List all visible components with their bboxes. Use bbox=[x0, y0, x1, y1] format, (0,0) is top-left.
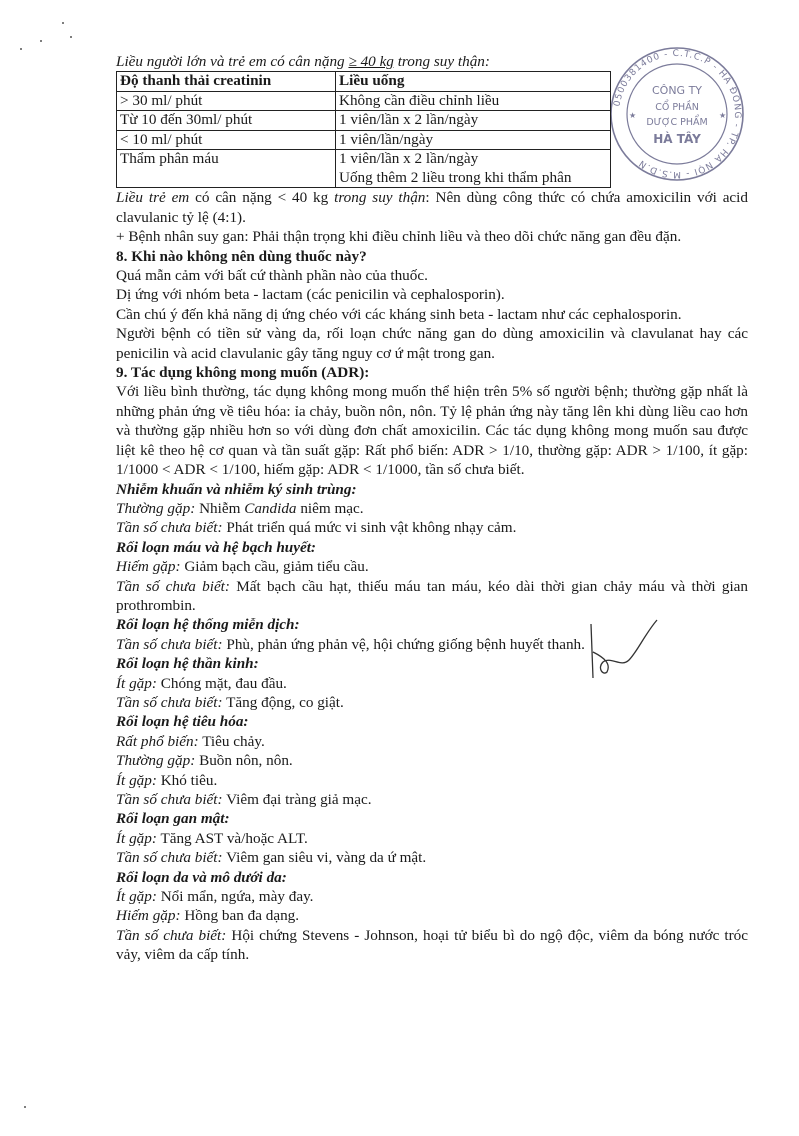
item-text: Viêm gan siêu vi, vàng da ứ mật. bbox=[222, 849, 427, 867]
group-title: Rối loạn gan mật: bbox=[116, 810, 230, 828]
document-body bbox=[116, 52, 748, 965]
stamp-line3: DƯỢC PHẨM bbox=[646, 117, 708, 128]
group-item bbox=[116, 557, 748, 576]
item-text: Tăng AST và/hoặc ALT. bbox=[156, 829, 308, 847]
table-cell: < 10 ml/ phút bbox=[117, 130, 336, 150]
stamp-line1: CÔNG TY bbox=[651, 84, 703, 97]
table-cell-line: Uống thêm 2 liều trong khi thẩm phân bbox=[339, 168, 572, 186]
group-item bbox=[116, 790, 748, 809]
frequency-label: Tần số chưa biết: bbox=[116, 577, 230, 595]
frequency-label: Rất phổ biến: bbox=[116, 732, 199, 750]
item-text: Mất bạch cầu hạt, thiếu máu tan máu, kéo dài thời gian chảy máu và thời gian prothrombin. bbox=[116, 577, 748, 614]
section-8-paragraph: Quá mẫn cảm với bất cứ thành phần nào của thuốc. bbox=[116, 267, 428, 285]
section-8-paragraph: Dị ứng với nhóm beta - lactam (các penicilin và cephalosporin). bbox=[116, 286, 505, 304]
group-item bbox=[116, 848, 748, 867]
item-text: Viêm đại tràng giả mạc. bbox=[222, 791, 372, 808]
intro-text: Liều người lớn và trẻ em có cân nặng bbox=[116, 53, 349, 70]
item-text: Tiêu chảy. bbox=[198, 732, 265, 750]
table-row bbox=[117, 150, 611, 188]
frequency-label: Tần số chưa biết: bbox=[116, 791, 223, 808]
item-text: Hội chứng Stevens - Johnson, hoại tử biểu bì do ngộ độc, viêm da bóng nước tróc vảy, viêm da cấp tính. bbox=[116, 926, 748, 964]
item-text: Phù, phản ứng phản vệ, hội chứng giống bệnh huyết thanh. bbox=[222, 635, 585, 653]
item-text: Hồng ban đa dạng. bbox=[180, 907, 300, 925]
table-row bbox=[117, 111, 611, 131]
stamp-ring-text: 0500381400 - C.T.C.P - HÀ ĐÔNG - TP. HÀ NỘI - M.S.D.N bbox=[612, 48, 743, 180]
group-item bbox=[116, 577, 748, 616]
table-header-row bbox=[117, 72, 611, 92]
item-text-italic: Candida bbox=[244, 499, 297, 517]
frequency-label: Ít gặp: bbox=[116, 771, 157, 789]
group-title: Rối loạn da và mô dưới da: bbox=[116, 868, 287, 886]
svg-text:★: ★ bbox=[629, 111, 637, 120]
section-9-heading: 9. Tác dụng không mong muốn (ADR): bbox=[116, 364, 370, 382]
group-item bbox=[116, 693, 748, 712]
group-title: Rối loạn máu và hệ bạch huyết: bbox=[116, 538, 316, 556]
svg-text:★: ★ bbox=[719, 111, 727, 120]
group-item bbox=[116, 829, 748, 848]
frequency-label: Hiếm gặp: bbox=[116, 558, 181, 576]
intro-weight: ≥ 40 kg bbox=[348, 53, 394, 70]
frequency-label: Ít gặp: bbox=[116, 888, 157, 906]
group-title: Rối loạn hệ tiêu hóa: bbox=[116, 713, 249, 731]
group-item bbox=[116, 499, 748, 518]
group-item bbox=[116, 751, 748, 770]
section-9-intro: Với liều bình thường, tác dụng không mong muốn thể hiện trên 5% số người bệnh; thường gặp nhất là những phản ứng về tiêu hóa: ỉa chảy, buồn nôn, nôn. Tỷ lệ phản ứng này tăng lên khi dùng liều cao hơn và thường gặp nhiều hơn so với dùng đơn chất amoxicilin. Các tác dụng không mong muốn sau được liệt kê theo hệ cơ quan và tần suất gặp: Rất phổ biến: ADR > 1/10, thường gặp: ADR > 1/100, ít gặp: 1/1000 < ADR < 1/100, hiếm gặp: ADR < 1/1000, tần số chưa biết. bbox=[116, 383, 748, 479]
item-text: Buồn nôn, nôn. bbox=[195, 752, 293, 770]
child-dose-text: : Nên dùng công thức có chứa amoxicilin với acid clavulanic tỷ lệ (4:1). bbox=[116, 189, 748, 226]
group-item bbox=[116, 926, 748, 965]
group-item bbox=[116, 771, 748, 790]
item-text: Nhiễm bbox=[195, 499, 245, 517]
child-dose-text: có cân nặng < 40 kg bbox=[189, 189, 335, 207]
group-item bbox=[116, 906, 748, 925]
stamp-line4: HÀ TÂY bbox=[653, 132, 701, 146]
frequency-label: Tần số chưa biết: bbox=[116, 519, 223, 537]
table-cell: > 30 ml/ phút bbox=[117, 91, 336, 111]
intro-text-end: trong suy thận: bbox=[393, 53, 490, 70]
table-header-cell: Liều uống bbox=[336, 72, 611, 92]
adr-groups bbox=[116, 538, 748, 965]
table-header-cell: Độ thanh thải creatinin bbox=[117, 72, 336, 92]
stamp-line2: CỔ PHẦN bbox=[655, 102, 699, 113]
table-cell: Từ 10 đến 30ml/ phút bbox=[117, 111, 336, 131]
table-row bbox=[117, 130, 611, 150]
item-text: Phát triển quá mức vi sinh vật không nhạy cảm. bbox=[222, 519, 517, 537]
table-cell: Không cần điều chỉnh liều bbox=[336, 91, 611, 111]
table-cell: Thẩm phân máu bbox=[117, 150, 336, 188]
item-text: niêm mạc. bbox=[296, 499, 364, 517]
group-item bbox=[116, 518, 748, 537]
table-cell: 1 viên/lần/ngày bbox=[336, 130, 611, 150]
group-item bbox=[116, 887, 748, 906]
child-dose-label: Liều trẻ em bbox=[116, 189, 190, 207]
frequency-label: Hiếm gặp: bbox=[116, 907, 181, 925]
section-8-paragraph: Cần chú ý đến khả năng dị ứng chéo với các kháng sinh beta - lactam như các cephalosporin. bbox=[116, 305, 682, 323]
item-text: Giảm bạch cầu, giảm tiểu cầu. bbox=[180, 558, 369, 576]
frequency-label: Tần số chưa biết: bbox=[116, 849, 223, 867]
frequency-label: Tần số chưa biết: bbox=[116, 926, 227, 944]
child-dose-label: trong suy thận bbox=[334, 189, 426, 207]
dosage-table bbox=[116, 71, 611, 188]
section-8-heading: 8. Khi nào không nên dùng thuốc này? bbox=[116, 247, 367, 265]
frequency-label: Thường gặp: bbox=[116, 752, 196, 770]
frequency-label: Thường gặp: bbox=[116, 499, 196, 517]
group-title: Rối loạn hệ thần kinh: bbox=[116, 655, 259, 673]
group-item bbox=[116, 674, 748, 693]
liver-paragraph: + Bệnh nhân suy gan: Phải thận trọng khi điều chỉnh liều và theo dõi chức năng gan đều đặn. bbox=[116, 228, 682, 246]
item-text: Nổi mẩn, ngứa, mày đay. bbox=[156, 888, 314, 906]
table-cell: 1 viên/lần x 2 lần/ngày bbox=[336, 111, 611, 131]
table-row bbox=[117, 91, 611, 111]
item-text: Khó tiêu. bbox=[156, 771, 218, 789]
group-title: Nhiễm khuẩn và nhiễm ký sinh trùng: bbox=[116, 480, 357, 498]
group-item bbox=[116, 732, 748, 751]
adult-dose-intro bbox=[116, 52, 748, 71]
table-cell-line: 1 viên/lần x 2 lần/ngày bbox=[339, 150, 479, 168]
frequency-label: Tần số chưa biết: bbox=[116, 693, 223, 711]
frequency-label: Tần số chưa biết: bbox=[116, 635, 223, 653]
child-dose-paragraph bbox=[116, 188, 748, 227]
item-text: Chóng mặt, đau đầu. bbox=[156, 674, 287, 692]
section-8-paragraph: Người bệnh có tiền sử vàng da, rối loạn chức năng gan do dùng amoxicilin và clavulanat hay các penicilin và acid clavulanic gây tăng nguy cơ ứ mật trong gan. bbox=[116, 325, 748, 362]
group-title: Rối loạn hệ thống miễn dịch: bbox=[116, 616, 300, 634]
frequency-label: Ít gặp: bbox=[116, 829, 157, 847]
frequency-label: Ít gặp: bbox=[116, 674, 157, 692]
item-text: Tăng động, co giật. bbox=[222, 693, 344, 711]
table-cell bbox=[336, 150, 611, 188]
group-item bbox=[116, 635, 748, 654]
